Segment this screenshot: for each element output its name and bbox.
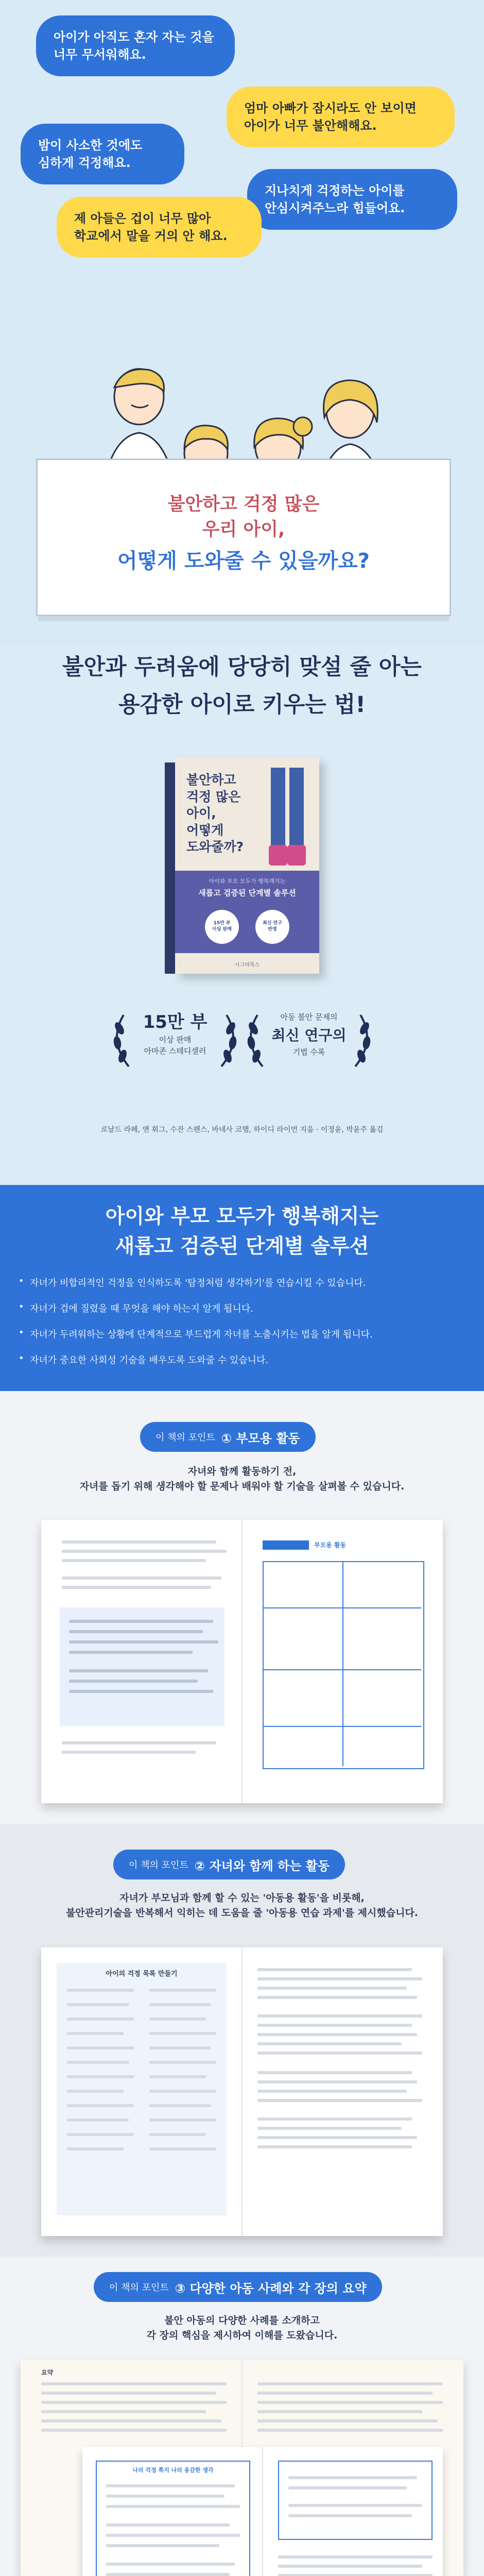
text-line-placeholder <box>67 1989 134 1992</box>
text-line-placeholder <box>149 2147 216 2150</box>
summary-box <box>278 2461 433 2540</box>
text-line-placeholder <box>67 2090 124 2093</box>
point-1-prefix: 이 책의 포인트 <box>155 1432 215 1443</box>
solutions-title-1: 아이와 부모 모두가 행복해지는 <box>105 1205 379 1228</box>
table-rule <box>264 1669 421 1670</box>
text-line-placeholder <box>106 2505 240 2508</box>
worry-bubble-1 <box>36 15 235 76</box>
solutions-title-2: 새롭고 검증된 단계별 솔루션 <box>115 1235 369 1258</box>
text-line-placeholder <box>257 2033 417 2036</box>
text-line-placeholder <box>106 2484 235 2487</box>
point-3-prefix: 이 책의 포인트 <box>109 2282 169 2293</box>
text-line-placeholder <box>257 1996 417 1999</box>
solutions-section <box>0 1185 484 1391</box>
point-3-pill <box>94 2272 382 2302</box>
parent-activity-label: 부모용 활동 <box>314 1541 347 1549</box>
point-3-title: ③ 다양한 아동 사례와 각 장의 요약 <box>175 2281 367 2296</box>
text-line-placeholder <box>257 2410 422 2413</box>
solution-item: • 자녀가 두려워하는 상황에 단계적으로 부드럽게 자녀를 노출시키는 법을 알게 됩니다. <box>30 1327 462 1341</box>
award-sales-desc: 이상 판매 아마존 스테디셀러 <box>144 1035 206 1056</box>
text-line-placeholder <box>41 2419 221 2422</box>
text-line-placeholder <box>41 2410 206 2413</box>
text-line-placeholder <box>257 2042 402 2045</box>
text-line-placeholder <box>257 2145 412 2148</box>
point-1-pill <box>140 1422 316 1452</box>
author-credits: 로날드 라페, 앤 휘그, 수잔 스펜스, 바네사 코햄, 하이디 라이먼 지음 · 이정윤, 박윤주 옮김 <box>100 1126 384 1134</box>
award-research-title: 최신 연구의 <box>271 1027 347 1044</box>
table-rule <box>264 1726 421 1727</box>
book-cover-image <box>165 757 319 974</box>
point-2-description: 자녀가 부모님과 함께 할 수 있는 '아동용 활동'을 비롯해, 불안관리기술을 반복해서 익히는 데 도움을 줄 '아동용 연습 과제'를 제시했습니다. <box>65 1892 419 1919</box>
text-line-placeholder <box>67 2104 134 2107</box>
worry-bubble-5 <box>57 197 262 258</box>
text-line-placeholder <box>257 2080 417 2083</box>
worry-bubble-5-text: 제 아들은 겁이 너무 많아 학교에서 말을 거의 안 해요. <box>74 211 228 243</box>
table-rule <box>342 1562 343 1766</box>
text-line-placeholder <box>257 1987 407 1990</box>
solution-item: • 자녀가 겁에 질렸을 때 무엇을 해야 하는지 알게 됩니다. <box>30 1301 462 1315</box>
worry-bubble-1-text: 아이가 아직도 혼자 자는 것을 너무 무서워해요. <box>54 29 214 62</box>
book-stamp-sales: 15만 부 이상 판매 <box>205 910 239 944</box>
text-line-placeholder <box>257 2024 412 2027</box>
text-line-placeholder <box>257 2392 433 2395</box>
text-line-placeholder <box>257 2419 438 2422</box>
book-intro-section <box>0 644 484 1185</box>
point-3-summary-spread <box>82 2447 443 2576</box>
text-line-placeholder <box>67 2119 129 2122</box>
text-line-placeholder <box>149 2075 206 2078</box>
text-line-placeholder <box>62 1559 206 1562</box>
book-subtitle-small: 아이와 부모 모두가 행복해지는 <box>209 878 286 885</box>
text-line-placeholder <box>41 2401 227 2404</box>
text-line-placeholder <box>278 2565 422 2568</box>
worry-bubble-2 <box>227 87 455 147</box>
text-line-placeholder <box>288 2476 417 2479</box>
text-line-placeholder <box>149 2090 216 2093</box>
worksheet-grid <box>263 1561 424 1769</box>
award-research-bottom: 기법 수록 <box>292 1047 325 1057</box>
text-line-placeholder <box>67 2133 134 2136</box>
solution-item: • 자녀가 비합리적인 걱정을 인식하도록 '탐정처럼 생각하기'를 연습시킬 수 있습니다. <box>30 1276 462 1289</box>
text-line-placeholder <box>67 2046 134 2049</box>
worry-bubble-2-text: 엄마 아빠가 잠시라도 안 보이면 아이가 너무 불안해해요. <box>244 100 417 133</box>
text-line-placeholder <box>62 1586 211 1589</box>
summary-box-title: 나의 걱정 쪽지 나의 용감한 생각 <box>132 2467 214 2473</box>
child-activity-heading: 아이의 걱정 목록 만들기 <box>106 1970 178 1978</box>
text-line-placeholder <box>41 2392 216 2395</box>
book-subtitle: 새롭고 검증된 단계별 솔루션 <box>198 888 296 897</box>
award-sales <box>108 1005 242 1072</box>
point-2-title: ② 자녀와 함께 하는 활동 <box>194 1858 330 1873</box>
text-line-placeholder <box>69 1690 213 1693</box>
text-line-placeholder <box>257 2099 422 2102</box>
text-line-placeholder <box>62 1751 196 1754</box>
text-line-placeholder <box>257 2117 412 2121</box>
summary-box <box>96 2461 250 2576</box>
text-line-placeholder <box>62 1741 216 1744</box>
case-heading: 요약 <box>41 2369 54 2376</box>
text-line-placeholder <box>257 2014 422 2018</box>
text-line-placeholder <box>257 2401 443 2404</box>
point-1-book-spread <box>41 1520 443 1803</box>
text-line-placeholder <box>288 2486 407 2489</box>
award-sales-count: 15만 부 <box>143 1012 208 1032</box>
text-line-placeholder <box>149 1989 216 1992</box>
text-line-placeholder <box>257 1968 412 1971</box>
parent-activity-box <box>60 1607 224 1726</box>
text-line-placeholder <box>106 2573 230 2576</box>
text-line-placeholder <box>149 2104 211 2107</box>
text-line-placeholder <box>62 1540 216 1544</box>
book-cover <box>175 757 319 974</box>
solution-item: • 자녀가 중요한 사회성 기술을 배우도록 도와줄 수 있습니다. <box>30 1353 462 1366</box>
text-line-placeholder <box>257 2127 402 2130</box>
text-line-placeholder <box>106 2523 230 2527</box>
text-line-placeholder <box>257 2382 443 2385</box>
worry-bubble-4-text: 지나치게 걱정하는 아이를 안심시켜주느라 힘들어요. <box>265 183 405 215</box>
text-line-placeholder <box>257 2090 407 2093</box>
text-line-placeholder <box>149 2003 211 2006</box>
text-line-placeholder <box>62 1577 221 1580</box>
text-line-placeholder <box>62 1550 227 1553</box>
text-line-placeholder <box>149 2046 211 2049</box>
text-line-placeholder <box>106 2544 219 2547</box>
worry-bubble-3 <box>21 124 184 184</box>
text-line-placeholder <box>67 2075 134 2078</box>
hero-section <box>0 0 484 644</box>
text-line-placeholder <box>149 2061 216 2064</box>
question-line-1: 불안하고 걱정 많은 우리 아이, <box>167 494 320 540</box>
child-activity-box <box>57 1963 227 2215</box>
text-line-placeholder <box>257 2136 417 2139</box>
text-line-placeholder <box>69 1651 193 1654</box>
point-2-pill <box>113 1850 345 1879</box>
text-line-placeholder <box>278 2555 433 2558</box>
question-line-2: 어떻게 도와줄 수 있을까요? <box>117 549 370 573</box>
worry-bubble-4 <box>247 169 457 230</box>
book-spine <box>165 762 176 974</box>
point-2-section <box>0 1824 484 2257</box>
text-line-placeholder <box>69 1669 208 1672</box>
point-3-section <box>0 2257 484 2576</box>
point-1-title: ① 부모용 활동 <box>221 1431 300 1446</box>
question-card <box>36 459 451 616</box>
text-line-placeholder <box>257 1977 422 1980</box>
book-publisher: 시그마북스 <box>234 962 260 968</box>
book-stamp-research: 최신 연구 반영 <box>255 910 289 944</box>
point-1-description: 자녀와 함께 활동하기 전, 자녀를 돕기 위해 생각해야 할 문제나 배워야 할 기술을 살펴볼 수 있습니다. <box>79 1466 405 1493</box>
text-line-placeholder <box>257 2052 422 2055</box>
text-line-placeholder <box>69 1680 198 1683</box>
award-research-top: 아동 불안 문제의 <box>280 1012 338 1022</box>
worry-bubble-3-text: 밤이 사소한 것에도 심하게 걱정해요. <box>38 138 143 170</box>
text-line-placeholder <box>257 2071 412 2074</box>
text-line-placeholder <box>67 2003 129 2006</box>
text-line-placeholder <box>41 2382 227 2385</box>
point-2-prefix: 이 책의 포인트 <box>129 1860 188 1871</box>
text-line-placeholder <box>69 1640 218 1643</box>
table-rule <box>264 1607 421 1608</box>
text-line-placeholder <box>288 2504 422 2507</box>
text-line-placeholder <box>149 2018 206 2021</box>
text-line-placeholder <box>67 2061 129 2064</box>
text-line-placeholder <box>106 2563 235 2566</box>
text-line-placeholder <box>69 1630 203 1633</box>
child-legs-illustration <box>262 768 313 871</box>
text-line-placeholder <box>257 2429 443 2432</box>
text-line-placeholder <box>67 2032 124 2035</box>
point-2-book-spread <box>41 1947 443 2236</box>
text-line-placeholder <box>106 2534 240 2537</box>
book-title: 불안하고 걱정 많은 아이, 어떻게 도와줄까? <box>186 772 244 854</box>
point-1-section <box>0 1391 484 1824</box>
text-line-placeholder <box>69 1620 213 1623</box>
award-research <box>242 1005 376 1072</box>
page-fold <box>241 1520 243 1803</box>
text-line-placeholder <box>67 2018 134 2021</box>
text-line-placeholder <box>149 2119 216 2122</box>
text-line-placeholder <box>106 2495 224 2498</box>
text-line-placeholder <box>41 2429 227 2432</box>
point-3-description: 불안 아동의 다양한 사례를 소개하고 각 장의 핵심을 제시하여 이해를 도왔습니다. <box>146 2315 338 2342</box>
parent-activity-tag <box>263 1540 309 1550</box>
text-line-placeholder <box>149 2032 216 2035</box>
text-line-placeholder <box>149 2133 206 2136</box>
page-fold <box>262 2447 263 2576</box>
page-fold <box>241 1947 243 2236</box>
text-line-placeholder <box>278 2574 433 2576</box>
intro-headline-2: 용감한 아이로 키우는 법! <box>118 692 366 718</box>
text-line-placeholder <box>67 2147 124 2150</box>
text-line-placeholder <box>288 2514 412 2517</box>
intro-headline-1: 불안과 두려움에 당당히 맞설 줄 아는 <box>62 654 422 680</box>
